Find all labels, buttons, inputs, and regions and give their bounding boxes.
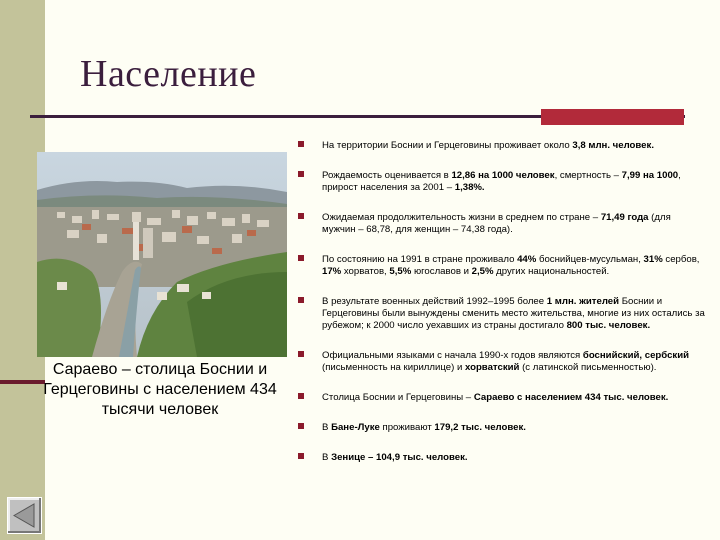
square-bullet-icon: [298, 393, 304, 399]
square-bullet-icon: [298, 255, 304, 261]
facts-list: [296, 140, 706, 464]
list-item: В Бане-Луке проживают 179,2 тыс. человек.: [296, 422, 706, 434]
title-underline-accent: [541, 109, 684, 125]
sarajevo-photo: [37, 152, 287, 357]
square-bullet-icon: [298, 297, 304, 303]
square-bullet-icon: [298, 141, 304, 147]
list-item: По состоянию на 1991 в стране проживало 44% боснийцев-мусульман, 31% сербов, 17% хорватов, 5,5% югославов и 2,5% других национальностей.: [296, 254, 706, 278]
photo-caption: Сараево – столица Боснии и Герцеговины с населением 434 тысячи человек: [43, 361, 277, 418]
square-bullet-icon: [298, 171, 304, 177]
list-item: Столица Боснии и Герцеговины – Сараево с населением 434 тыс. человек.: [296, 392, 706, 404]
city-landscape-photo-icon: [37, 152, 287, 357]
list-item: Официальными языками с начала 1990-х годов являются боснийский, сербский (письменность на кириллице) и хорватский (с латинской письменностью).: [296, 350, 706, 374]
square-bullet-icon: [298, 351, 304, 357]
square-bullet-icon: [298, 423, 304, 429]
list-item: Рождаемость оценивается в 12,86 на 1000 человек, смертность – 7,99 на 1000, прирост населения за 2001 – 1,38%.: [296, 170, 706, 194]
list-item: Ожидаемая продолжительность жизни в среднем по стране – 71,49 года (для мужчин – 68,78, для женщин – 74,38 года).: [296, 212, 706, 236]
slide-title: Население: [80, 53, 257, 95]
list-item: В Зенице – 104,9 тыс. человек.: [296, 452, 706, 464]
square-bullet-icon: [298, 453, 304, 459]
back-triangle-icon: [8, 498, 41, 533]
list-item: В результате военных действий 1992–1995 более 1 млн. жителей Боснии и Герцеговины были вынуждены сменить место жительства, многие из них остались за рубежом; к 2000 число уехавших из страны достигало 800 тыс. человек.: [296, 296, 706, 332]
back-button[interactable]: [7, 497, 42, 534]
list-item: На территории Боснии и Герцеговины проживает около 3,8 млн. человек.: [296, 140, 706, 152]
square-bullet-icon: [298, 213, 304, 219]
